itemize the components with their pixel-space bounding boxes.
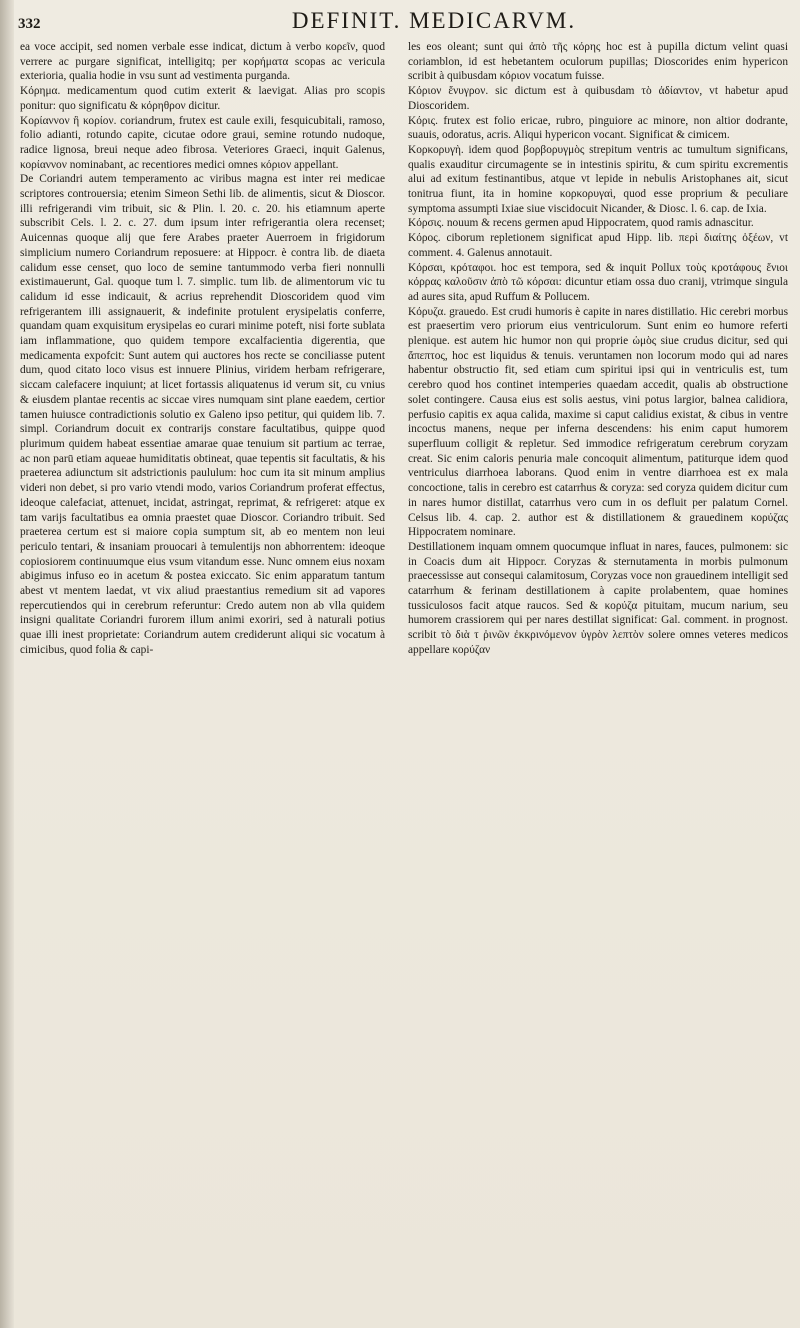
- left-paragraph: De Coriandri autem temperamento ac viribus magna est inter rei medicae scriptores controuersia; etenim Simeon Sethi lib. de alimentis, sicut & Dioscor. illi refrigerandi vim tribuit, sic & Plin. l. 20. c. 20. his etiamnum aperte subscribit Cels. l. 2. c. 27. dum ipsum inter refrigerantia olera recenset; Auicennas quoque alij que fere Arabes praeter Auerroem in frigidorum simplicium numero Coriandrum reposuere: at Hippocr. è contra lib. de diaeta calidum esse censet, quo loco de semine tantummodo verba fieri nonnulli existimauerunt, Gal. quoque tum l. 7. simplic. tum lib. de alimentorum vic tu calidum id esse indicauit, & acrius reprehendit Dioscoridem quod vim refrigerantem illi assignauerit, & indefinite protulent erysipelatis conferre, quandam quam exquisitum erysipelas eo curari minime poteft, nisi forte sublata iam inflammatione, quo quidem tempore excalfacientia digerentia, que medicamenta expofcit: Sunt autem qui auctores hos recte se conciliasse putent dum, quod citato loco visus est innuere Plinius, viridem herbam refrigerare, siccam calefacere inquiunt; at licet fortassis aliquatenus id verum sit, cu vnius & eiusdem plantae recentis ac siccae vires numquam sint plane eaedem, certior tamen huiusce contradictionis solutio ex Galeno ipso petitur, qui quidem lib. 7. simpl. Coriandrum docuit ex contrarijs constare facultatibus, quippe quod plurimum quidem habeat essentiae amarae quae tenuium sit partium ac terrae, ac non parū etiam aqueae humiditatis obtineat, quae tepentis sit facultatis, & his praeterea adiunctum sit adstrictionis paululum: hoc cum ita sit minum amplius videri non debet, si pro vario vtendi modo, varios Coriandrum proferat effectus, ideoque calefaciat, attenuet, incidat, astringat, reprimat, & refrigeret: atque ex tam varijs facultatibus ea omnia praestet quae Dioscor. Coriandro tribuit. Sed praeterea certum est si maiore copia sumptum sit, ab eo mentem non leui periculo tentari, & insaniam prouocari à temulentijs non abhorrentem: ideoque copiosiorem continuumque eius vsum vitandum esse. Nunc omnem eius noxam abigimus infuso eo in acetum & postea exiccato. Sic enim apparatum tantum abest vt mentem laedat, vt vix aliud praestantius remedium sit ad vapores repercutiendos qui in cerebrum referuntur: Credo autem non ab vlla quidem insigni qualitate Coriandri furorem illum animi exoriri, sed à naturali potius quae illi inest proprietate: Coriandrum autem crediderunt aliqui sic vocatum à cimicibus, quod folia & capi-: [20, 173, 385, 656]
- right-paragraph: Destillationem inquam omnem quocumque influat in nares, fauces, pulmonem: sic in Coacis dum ait Hippocr. Coryzas & sternutamenta in morbis pulmonum praecessisse aut consequi calamitosum, Coryzas voce non grauedinem intelligit sed catarrhum & ferinam destillationem à capite prolabentem, quae homines tussiculosos facit atque raucos. Sed & κορύζα pituitam, mucum narium, seu humorem crassiorem qui per nares destillat significat: Gal. comment. in prognost. scribit τὸ διὰ τ ῥινῶν ἐκκρινόμενον ὑγρὸν λεπτὸν solere omnes veteres medicos appellare κορύζαν: [408, 540, 788, 656]
- right-paragraph: Κόριον ἔνυγρον. sic dictum est à quibusdam τὸ ἀδίαντον, vt habetur apud Dioscoridem.: [408, 85, 788, 112]
- right-paragraph: Κόρυζα. grauedo. Est crudi humoris è capite in nares distillatio. Hic cerebri morbus est praesertim vero priorum eius ventriculorum. Sunt enim eo humore referti plenique. est autem hic humor non qui proprie ὠμὸς siue crudus dicitur, sed qui ἄπεπτος, hoc est liquidus & tenuis. veruntamen non locorum modo qui ad nares habentur obstructio fit, sed etiam cum spiritui ipsi qui in ventriculis est, tum cerebro quod hos continet intemperies quaedam accedit, qualis ab obstructione solet contingere. Causa eius est solis aestus, vini potus largior, balnea calidiora, perfusio capitis ex aqua calida, maxime si caput calidius existat, & cibus in ventre incoctus manens, neque per inferna descendens: his enim caput humorem superfluum colligit & repletur. Sed immodice refrigeratum cerebrum coryzam creat. Sic enim caloris penuria male concoquit alimentum, patiturque idem quod ventriculus diarrhoea laborans. Quod enim in ventre diarrhoea est ex mala concoctione, talis in cerebro est catarrhus & coryza: sed coryza quidem dicitur cum in nares humor distillat, catarrhus vero cum in os defluit per palatum Cornel. Celsus lib. 4. cap. 2. author est & distillationem & grauedinem κορύζας Hippocratem nominare.: [408, 305, 788, 539]
- running-head: DEFINIT. MEDICARVM.: [291, 8, 577, 33]
- right-paragraph: les eos oleant; sunt qui ἀπὸ τῆς κόρης hoc est à pupilla dictum velint quasi coriamblon, id est hebetantem oculorum pupillas; Dioscorides enim hypericon scribit à quibusdam κόριον vocatum fuisse.: [408, 41, 788, 83]
- left-paragraph: Κορίαννον ἢ κορίον. coriandrum, frutex est caule exili, fesquicubitali, ramoso, folio adianti, rotundo capite, cicutae odore graui, semine rotundo nudoque, radice lignosa, breui neque adeo fibrosa. Veteriores Graeci, inquit Galenus, κορίαννον nominabant, ac recentiores medici omnes κόριον appellant.: [20, 114, 385, 171]
- left-paragraph: ea voce accipit, sed nomen verbale esse indicat, dictum à verbo κορεῖν, quod verrere ac purgare significat, intelligitq; per κορήματα scopas ac vericula exterioria, qualia hodie in vsu sunt ad vestimenta purganda.: [20, 41, 385, 83]
- right-paragraph: Κόρσις. nouum & recens germen apud Hippocratem, quod ramis adnascitur.: [408, 217, 754, 230]
- left-column: [20, 40, 385, 1320]
- right-paragraph: Κόρσαι, κρόταφοι. hoc est tempora, sed & inquit Pollux τοὺς κροτάφους ἔνιοι κόρρας καλοῦσιν ἀπὸ τῶ κόρσαι: dicuntur etiam ossa duo cranij, vtrimque singula ad aures sita, apud Ruffum & Pollucem.: [408, 261, 788, 303]
- page-number: 332: [18, 16, 41, 32]
- page-gutter: [0, 0, 14, 1328]
- page-header: [18, 8, 790, 38]
- right-column: [408, 40, 788, 1320]
- right-paragraph: Κόρις. frutex est folio ericae, rubro, pinguiore ac minore, non altior dodrante, suauis, odoratus, acris. Aliqui hypericon vocant. Significat & cimicem.: [408, 114, 788, 142]
- right-paragraph: Κόρος. ciborum repletionem significat apud Hipp. lib. περὶ διαίτης ὀξέων, vt comment. 4. Galenus annotauit.: [408, 232, 788, 259]
- left-paragraph: Κόρημα. medicamentum quod cutim exterit & laevigat. Alias pro scopis ponitur: quo significatu & κόρηθρον dicitur.: [20, 85, 385, 112]
- right-paragraph: Κορκορυγὴ. idem quod βορβορυγμὸς strepitum ventris ac tumultum significans, qualis exauditur circumagente se in intestinis spiritu, & cum spiritu excrementis alui ad exitum festinantibus, atque vt lepide in nebulis Aristophanes ait, sicut tonitrua fiunt, ita in homine κορκορυγαὶ, quod esse proprium & peculiare symptoma assumpti Ixiae siue viscidocuit Nicander, & Diosc. l. 6. cap. de Ixia.: [408, 143, 788, 215]
